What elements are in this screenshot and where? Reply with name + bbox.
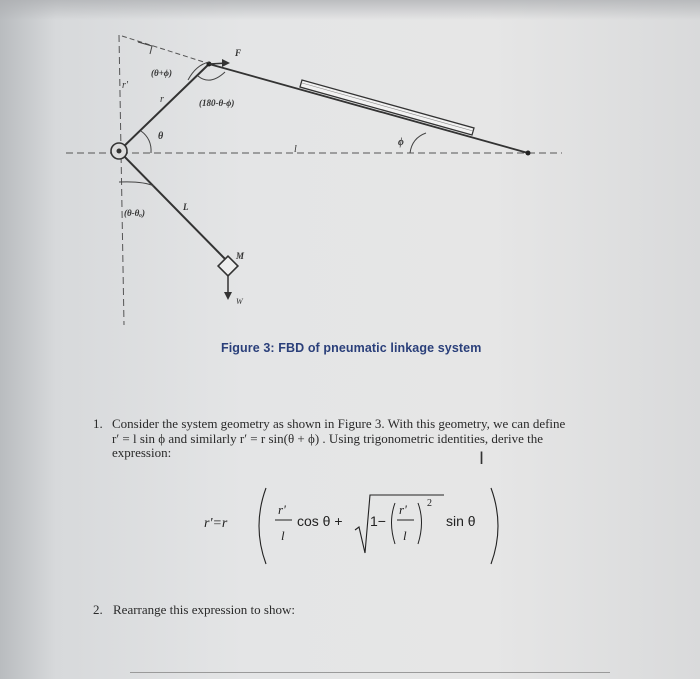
- eq-power: 2: [427, 498, 432, 509]
- question-1-line-2: r′ = l sin ϕ and similarly r′ = r sin(θ + ϕ) . Using trigonometric identities, derive the: [112, 430, 544, 446]
- label-F: F: [235, 48, 242, 58]
- eq-cos: cos θ +: [297, 513, 343, 529]
- eq-frac-num: r': [278, 502, 286, 517]
- figure-caption: Figure 3: FBD of pneumatic linkage system: [221, 341, 482, 355]
- eq-frac-den: l: [281, 528, 285, 543]
- label-l: l: [294, 144, 297, 155]
- label-theta-minus-theta0: (θ-θₒ): [124, 208, 145, 218]
- label-theta: θ: [158, 131, 164, 142]
- label-180-theta-phi: (180-θ-ϕ): [199, 98, 235, 108]
- eq-lhs: r'=r: [204, 516, 228, 531]
- label-theta-plus-phi: (θ+ϕ): [151, 68, 173, 78]
- eq-one-minus: 1−: [370, 513, 386, 529]
- label-W: W: [236, 297, 243, 306]
- eq-inner-num: r': [399, 502, 407, 517]
- label-L: L: [183, 202, 189, 212]
- eq-inner-den: l: [403, 528, 407, 543]
- question-1-line-3: expression:: [112, 445, 172, 460]
- label-r-prime: r': [122, 80, 129, 91]
- eq-right-paren: [491, 488, 498, 564]
- label-r: r: [160, 94, 164, 105]
- question-1-line-1: Consider the system geometry as shown in Figure 3. With this geometry, we can define: [112, 416, 566, 431]
- question-2-text: Rearrange this expression to show:: [113, 602, 295, 617]
- eq-sin: sin θ: [446, 513, 476, 529]
- eq-left-paren: [259, 488, 266, 564]
- question-1-number: 1.: [93, 416, 103, 431]
- bottom-rule: [130, 672, 610, 673]
- label-M: M: [236, 251, 245, 261]
- question-2-number: 2.: [93, 602, 103, 617]
- text-cursor-icon: I: [479, 449, 485, 469]
- label-phi: ϕ: [398, 137, 404, 148]
